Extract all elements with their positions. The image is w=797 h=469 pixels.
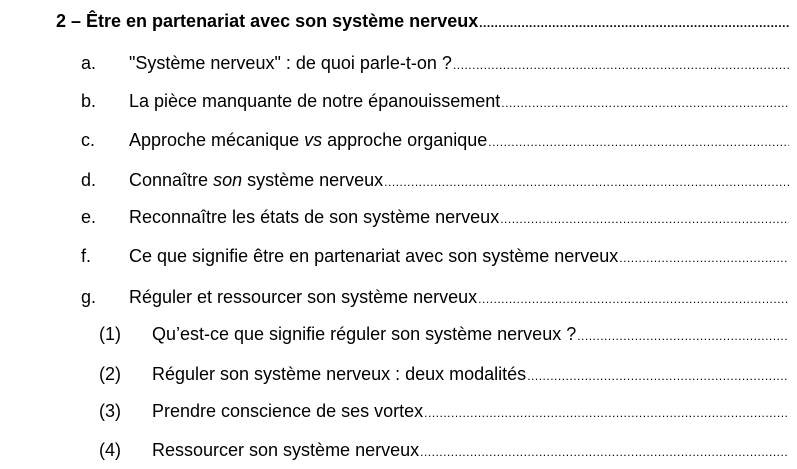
label-pre: Approche mécanique	[129, 130, 305, 150]
dot-leader	[384, 171, 789, 191]
toc-subitem-3[interactable]	[152, 400, 789, 422]
toc-item-c[interactable]	[129, 129, 789, 151]
toc-item-marker: d.	[81, 170, 97, 190]
toc-subitem-2[interactable]	[152, 363, 789, 385]
toc-item-marker: c.	[81, 130, 96, 150]
toc-subitem-marker: (2)	[99, 364, 121, 384]
toc-subitem-marker: (1)	[99, 324, 121, 344]
dot-leader	[488, 131, 789, 151]
toc-heading-title: 2 – Être en partenariat avec son système nerveux	[56, 11, 479, 31]
label-post: système nerveux	[242, 170, 384, 190]
toc-item-g[interactable]	[129, 286, 789, 308]
dot-leader	[619, 247, 789, 267]
dot-leader	[479, 12, 789, 32]
dot-leader	[478, 288, 789, 308]
dot-leader	[501, 92, 789, 112]
toc-subitem-1[interactable]	[152, 323, 789, 345]
toc-item-f[interactable]	[129, 245, 789, 267]
toc-item-d[interactable]	[129, 169, 789, 191]
toc-item-label: Ce que signifie être en partenariat avec son système nerveux	[129, 246, 619, 266]
toc-subitem-marker: (4)	[99, 440, 121, 460]
label-emphasis: son	[213, 170, 243, 190]
toc-item-label	[129, 129, 487, 151]
toc-item-marker: a.	[81, 53, 97, 73]
toc-item-marker: b.	[81, 91, 97, 111]
toc-subitem-label: Qu’est-ce que signifie réguler son système nerveux ?	[152, 324, 577, 344]
label-pre: Connaître	[129, 170, 214, 190]
toc-item-label: La pièce manquante de notre épanouissement	[129, 91, 501, 111]
toc-item-label: Réguler et ressourcer son système nerveux	[129, 287, 478, 307]
toc-subitem-label: Ressourcer son système nerveux	[152, 440, 420, 460]
toc-item-e[interactable]	[129, 206, 789, 228]
dot-leader	[420, 441, 789, 461]
toc-item-label	[129, 169, 383, 191]
label-post: approche organique	[322, 130, 488, 150]
toc-subitem-4[interactable]	[152, 439, 789, 461]
toc-subitem-label: Réguler son système nerveux : deux modalités	[152, 364, 527, 384]
toc-item-label: Reconnaître les états de son système nerveux	[129, 207, 500, 227]
dot-leader	[424, 402, 789, 422]
toc-item-marker: e.	[81, 207, 97, 227]
dot-leader	[453, 54, 789, 74]
toc-item-a[interactable]	[129, 52, 789, 74]
toc-subitem-marker: (3)	[99, 401, 121, 421]
toc-item-label: "Système nerveux" : de quoi parle-t-on ?	[129, 53, 452, 73]
dot-leader	[500, 208, 789, 228]
toc-heading[interactable]	[56, 10, 789, 32]
toc-item-marker: f.	[81, 246, 92, 266]
toc-subitem-label: Prendre conscience de ses vortex	[152, 401, 424, 421]
label-emphasis: vs	[304, 130, 323, 150]
toc-item-marker: g.	[81, 287, 97, 307]
dot-leader	[527, 365, 789, 385]
dot-leader	[577, 325, 789, 345]
toc-item-b[interactable]	[129, 90, 789, 112]
